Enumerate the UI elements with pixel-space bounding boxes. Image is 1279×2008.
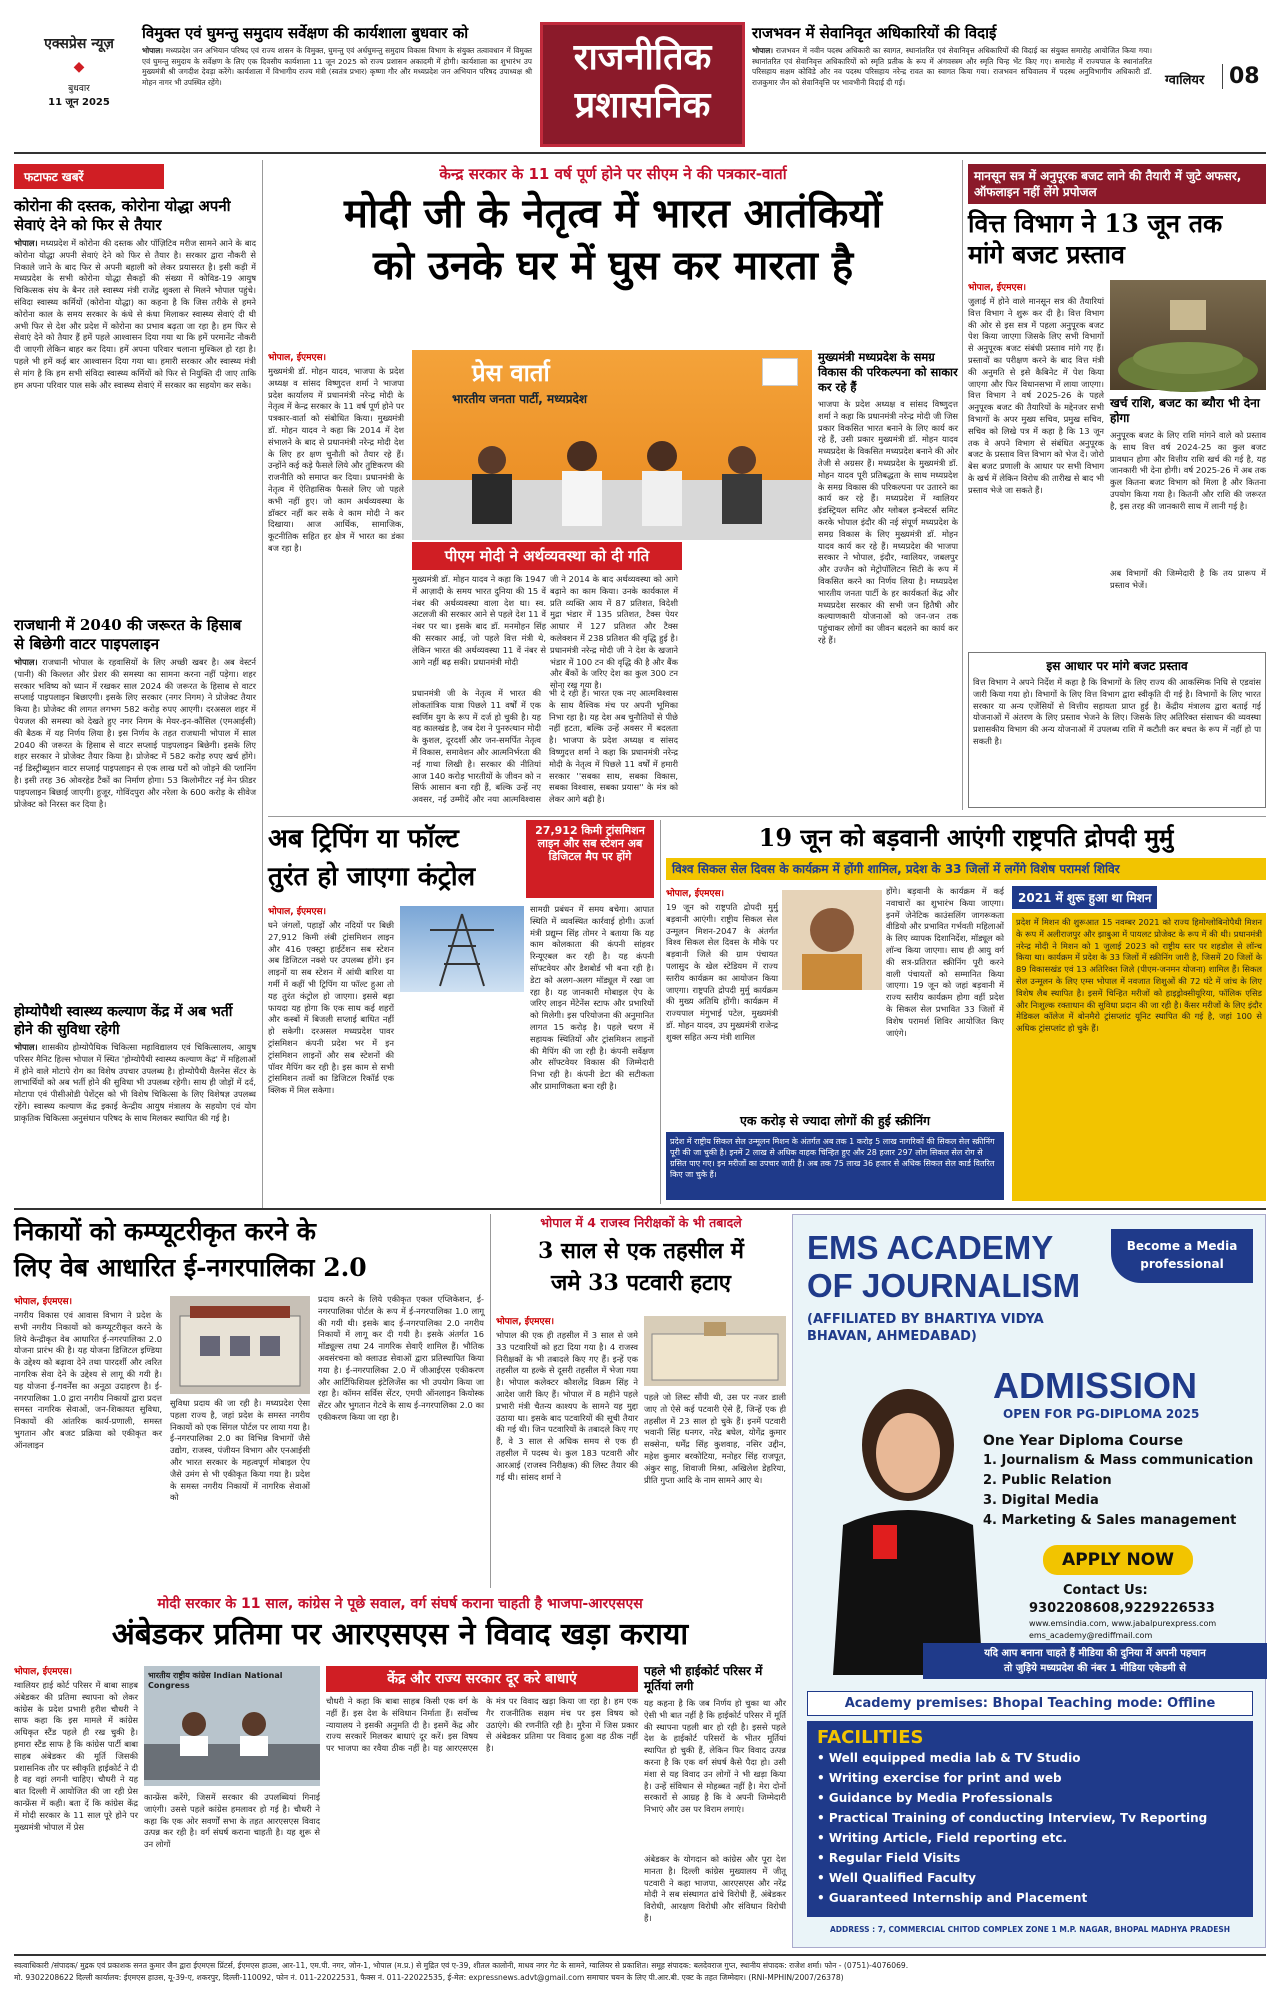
murmu-photo — [782, 890, 882, 990]
fatafat-story1-body: मध्यप्रदेश में कोरोना की दस्तक और पॉज़िटिव मरीज सामने आने के बाद कोरोना योद्धा अपनी सेवाएं देने को फिर से तैयार है। सरकार द्वारा नौकरी से निकाले जाने के बाद फिर से अपनी बहाली को लेकर प्रयासरत है। इसी कड़ी में मध्यप्रदेश के सभी कोरोना योद्धा सैकड़ों की संख्या में कोविड-19 आयुष चिकित्सक संघ के बैनर तले स्वास्थ्य मंत्री राजेंद्र शुक्ला से मिलने भोपाल पहुंचे। संविदा स्वास्थ्य कर्मियों (कोरोना योद्धा) का कहना है कि जिस तरीके से हमने कोरोना काल के समय सरकार के कंधे से कंधा मिलाकर स्वास्थ्य सेवाएं दी थी अभी फिर से देश और प्रदेश में कोरोना का प्रभाव बढ़ता जा रहा है। हम फिर से सेवाएं देने को तैयार हैं हमें पहले आश्वासन दिया गया था कि हमें परमानेंट नौकरी दी जाएगी लेकिन बाहर कर दिया। हमें अपना परिवार चलाना मुश्किल हो रहा है। पहले भी हमें कई बार आश्वासन दिया गया था। हमारी सरकार और स्वास्थ्य मंत्री से मांग है कि हम सभी संविदा स्वास्थ्य कर्मियों को फिर से नियुक्ति दी जाए ताकि हम अपना परिवार पाल सके और स्वास्थ्य सेवाएं में सरकार का सहयोग कर सके। — [14, 238, 257, 390]
modi-subhead: पीएम मोदी ने अर्थव्यवस्था को दी गति — [412, 542, 682, 570]
masthead — [0, 0, 1279, 150]
tehsil-kicker: भोपाल में 4 राजस्व निरीक्षकों के भी तबादले — [540, 1215, 742, 1230]
people-illustration-icon — [412, 420, 812, 540]
ad-title-line2: OF JOURNALISM — [807, 1267, 1081, 1304]
budget-body: जुलाई में होने वाले मानसून सत्र की तैयारियां वित्त विभाग ने शुरू कर दी है। वित्त विभाग की ओर से इस सत्र में पहला अनुपूरक बजट पेश किया जाएगा जिसके लिए सभी विभागों से अनुपूरक बजट संबंधी प्रस्ताव मांगे गए हैं। प्रस्तावों का परीक्षण करने के बाद वित्त मंत्री की अनुमति से इसे कैबिनेट में पेश किया जाएगा और फिर विधानसभा में लाया जाएगा। वित्त विभाग ने वर्ष 2025-26 के पहले अनुपूरक बजट की तैयारियों के मद्देनजर सभी विभागों के अपर मुख्य सचिव, प्रमुख सचिव, सचिव को लिखे पत्र में कहा है कि 13 जून तक वे अपने विभाग से संबंधित अनुपूरक बजट के प्रस्ताव वित्त विभाग को भेज दें। जोरो बेस बजट प्रणाली के आधार पर सभी विभाग के खर्च में लेकिन विरोध की तारीख से बाद भी प्रस्ताव भेजे जा सकते हैं। — [968, 296, 1104, 495]
presenter-illustration-icon — [813, 1375, 1003, 1675]
column-divider — [490, 1214, 491, 1588]
dateline: भोपाल, ईएमएस। — [268, 353, 327, 363]
nikay-col2-body: सुविधा प्रदाय की जा रही है। मध्यप्रदेश ऐसा पहला राज्य है, जहां प्रदेश के समस्त नगरीय निकायों को एक सिंगल पोर्टल पर लाया गया है। ई-नगरपालिका 2.0 का विभिन्न विभागों जैसे उद्योग, राजस्व, पंजीयन विभाग और एनआईसी और भारत सरकार के महत्वपूर्ण मोबाइल ऐप जैसे उमंग से भी एकीकृत किया गया है। प्रदेश के समस्त नगरीय निकायों में नागरिक सेवाओं को — [170, 1398, 310, 1503]
dateline: भोपाल, ईएमएस। — [14, 1667, 73, 1677]
transmission-tower-icon — [400, 906, 524, 992]
tripping-col1-body: घने जंगलों, पहाड़ों और नदियों पर बिछी 27,912 किमी लंबी ट्रांसमिशन लाइन और 416 एक्स्ट्रा हाईटेंशन सब स्टेशन अब डिजिटल नक्शे पर उपलब्ध होंगे। इन लाइनों या सब स्टेशन में आंधी बारिश या गर्मी में कहीं भी ट्रिपिंग या फॉल्ट हुआ तो यह तुरंत कंट्रोल हो जाएगा। इससे बड़ा फायदा यह होगा कि एक साथ कई शहरों और कस्बों में बिजली सप्लाई बाधित नहीं हो सकेगी। दरअसल मध्यप्रदेश पावर ट्रांसमिशन कंपनी प्रदेश भर में इन ट्रांसमिशन लाइनों और सब स्टेशनों की पॉवर मैपिंग कर रही है। इस काम से सभी ट्रांसमिशन तत्वों का डिजिटल रिकॉर्ड एक क्लिक में मिल सकेगा। — [268, 920, 394, 1096]
masthead-rule — [14, 152, 1266, 154]
ad-course4: 4. Marketing & Sales management — [983, 1513, 1237, 1528]
ad-badge: Become a Media professional — [1111, 1229, 1253, 1283]
tehsil-col1-body: भोपाल की एक ही तहसील में 3 साल से जमे 33 पटवारियों को हटा दिया गया है। 4 राजस्व निरीक्षकों के भी तबादले किए गए हैं। इन्हें एक तहसील या हल्के से दूसरी तहसील में भेजा गया है। भोपाल कलेक्टर कौशलेंद्र विक्रम सिंह ने आदेश जारी किए हैं। भोपाल में 8 महीने पहले प्रभारी मंत्री चैतन्य काश्यप के सामने यह मुद्दा उठाया था। इसके बाद पटवारियों की सूची तैयार की गई थी। जिन पटवारियों के तबादले किए गए हैं, वे 3 साल से अधिक समय से एक ही तहसील में पदस्थ थे। कुल 183 पटवारी और आरआई (राजस्व निरीक्षक) की लिस्ट तैयार की गई थी। सांसद शर्मा ने — [496, 1330, 638, 1482]
section-line2: प्रशासनिक — [574, 84, 711, 126]
facility-item: • Writing Article, Field reporting etc. — [817, 1831, 1068, 1845]
column-divider — [262, 160, 263, 1210]
page-number: 08 — [1222, 64, 1260, 89]
tehsil-headline-line2: जमे 33 पटवारी हटाए — [551, 1270, 731, 1296]
murmu-col2-body: होंगे। बड़वानी के कार्यक्रम में कई नवाचारों का शुभारंभ किया जाएगा। इनमें जेनेटिक काउंसलिंग जागरूकता वीडियो और प्रभावित गर्भवती महिलाओं के लिए व्यापक दिशानिर्देश, मॉड्यूल को लॉन्च किया जाएगा। साथ ही आयु वर्ग की सत्र-प्रतिरात स्क्रीनिंग पूरी करने वाली पंचायतों को सम्मानित किया जाएगा। 19 जून को जहां बड़वानी में राज्य स्तरीय कार्यक्रम होगा वहीं प्रदेश के सिकल सेल प्रभावित 33 जिलों में विशेष परामर्श शिविर आयोजित किए जाएंगे। — [886, 886, 1004, 1038]
facility-item: • Regular Field Visits — [817, 1851, 961, 1865]
ambedkar-col2-body: कान्फ्रेंस करेंगे, जिसमें सरकार की उपलब्धियां गिनाई जाएंगी। उससे पहले कांग्रेस हमलावर हो गई है। चौधरी ने कहा कि एक ओर सवर्णों सभा के तहत आरएसएस विवाद उत्पन्न कर रही है। वर्ग संघर्ष कराना चाहती है। यह शुरू से उन लोगों — [144, 1792, 320, 1850]
press-photo — [412, 350, 812, 540]
dateline: भोपाल, ईएमएस। — [268, 907, 327, 917]
ad-course2: 2. Public Relation — [983, 1473, 1112, 1488]
tripping-headline-line1: अब ट्रिपिंग या फॉल्ट — [268, 824, 459, 854]
ambedkar-col1-body: ग्वालियर हाई कोर्ट परिसर में बाबा साहब अंबेडकर की प्रतिमा स्थापना को लेकर कांग्रेस के प्रदेश प्रभारी हरीश चौधरी ने साफ कहा कि इस मामले में कांग्रेस अधिकृत स्टैंड पहले ही रख चुकी है। हमारा स्टैंड साफ है कि कांग्रेस पार्टी बाबा साहब अंबेडकर की मूर्ति जिसकी प्रशासनिक तौर पर स्वीकृति हाईकोर्ट ने दी है वह वहां लगनी चाहिए। चौधरी ने यह बात दिल्ली में आयोजित की जा रही प्रेस कान्फ्रेंस में कही। बता दें कि कांग्रेस केंद्र में मोदी सरकार के 11 साल पूरे होने पर मुख्यमंत्री भोपाल में प्रेस — [14, 1680, 138, 1832]
top-right-story — [752, 24, 1152, 134]
row-rule — [268, 816, 1266, 817]
ad-phone: 9302208608,9229226533 — [1029, 1601, 1215, 1616]
fatafat-column — [14, 164, 256, 1202]
modi-col3a: मुख्यमंत्री डॉ. मोहन यादव ने कहा कि 1947 में आज़ादी के समय भारत दुनिया की 15 वें नंबर की अर्थव्यवस्था वाला देश था। स्व. अटलजी की सरकार आने से पहले देश 11 वें नंबर पर था। इसके बाद डॉ. मनमोहन सिंह की सरकार आई, जो पहले वित्त मंत्री थे, लेकिन भारत की अर्थव्यवस्था 11 वें नंबर से आगे नहीं बढ़ सकी। प्रधानमंत्री मोदी — [412, 574, 546, 667]
ambedkar-headline: अंबेडकर प्रतिमा पर आरएसएस ने विवाद खड़ा कराया — [111, 1617, 689, 1652]
ad-hindi-banner — [923, 1643, 1267, 1679]
ad-web2: ems_academy@rediffmail.com — [1029, 1631, 1153, 1640]
nikay-headline-line2: लिए वेब आधारित ई-नगरपालिका 2.0 — [14, 1253, 367, 1282]
apply-now-button[interactable]: APPLY NOW — [1043, 1545, 1193, 1575]
footer-rule — [14, 1954, 1266, 1956]
top-left-body: मध्यप्रदेश जन अभियान परिषद एवं राज्य शासन के विमुक्त, घुमन्तु एवं अर्धघुमन्तु समुदाय विकास विभाग के संयुक्त तत्वावधान में विमुक्त एवं घुमन्तु समुदाय के सर्वेक्षण के लिए एक दिवसीय कार्यशाला 11 जून 2025 को राज्य प्रशासन अकादमी में होगी। कार्यशाला का शुभारंभ उप मुख्यमंत्री श्री जगदीश देवड़ा करेंगे। कार्यशाला में विभागीय राज्य मंत्री (स्वतंत्र प्रभार) कृष्णा गौर और मध्यप्रदेश जन अभियान परिषद उपाध्यक्ष श्री मोहन नागर भी उपस्थित रहेंगे। — [142, 46, 533, 87]
office-building-icon — [644, 1316, 786, 1386]
ad-hindi-line1: यदि आप बनाना चाहते हैं मीडिया की दुनिया में अपनी पहचान — [984, 1648, 1206, 1659]
dateline: भोपाल। — [14, 1042, 38, 1052]
ambedkar-col4-body: अंबेडकर के योगदान को कांग्रेस और पूरा देश मानता है। दिल्ली कांग्रेस मुख्यालय में जीतू पटवारी ने कहा भाजपा, आरएसएस और नरेंद्र मोदी ने सब संस्थागत ढांचे विरोधी हैं, अंबेडकर विरोधी, आरक्षण विरोधी और संविधान विरोधी हैं। — [644, 1854, 786, 1923]
budget-tail: अब विभागों की जिम्मेदारी है कि तय प्रारूप में प्रस्ताव भेजें। — [1110, 568, 1266, 590]
fatafat-story1-headline: कोरोना की दस्तक, कोरोना योद्धा अपनी सेवाएं देने को फिर से तैयार — [14, 197, 231, 234]
dateline: भोपाल। — [142, 46, 164, 55]
tripping-col2-body: सामग्री प्रबंधन में समय बचेगा। आपात स्थिति में व्यवस्थित कार्रवाई होगी। ऊर्जा मंत्री प्रद्युम्न सिंह तोमर ने बताया कि यह काम कोलकाता की कंपनी सांहवर रिन्यूएबल कर रही है। यह कंपनी सॉफ्टवेयर और डैशबोर्ड भी बना रही है। डेटा को अलग-अलग मॉड्यूल में रखा जा रहा है। यह जानकारी मोबाइल ऐप के जरिए लाइन मेंटेनेंस स्टाफ और प्रभारियों को मिलेगी। इस परियोजना की अनुमानित लागत 15 करोड़ है। पहले चरण में सहायक स्थितियों और ट्रांसमिशन लाइनों की मैपिंग की जा रही है। कंपनी सर्वेक्षण और सॉफ्टवेयर विकास की जिम्मेदारी निभा रही है। कंपनी डेटा की सटीकता और प्रामाणिकता बना रही है। — [530, 904, 654, 1091]
ambedkar-red-head: केंद्र और राज्य सरकार दूर करे बाधाएं — [326, 1666, 638, 1692]
tripping-headline-line2: तुरंत हो जाएगा कंट्रोल — [268, 862, 476, 892]
ad-course-head: One Year Diploma Course — [983, 1433, 1184, 1449]
building-icon — [170, 1296, 310, 1394]
paper-box — [20, 24, 138, 144]
ad-open: OPEN FOR PG-DIPLOMA 2025 — [1003, 1407, 1200, 1421]
dateline: भोपाल। — [752, 46, 774, 55]
portrait-icon — [782, 890, 882, 990]
facility-item: • Guidance by Media Professionals — [817, 1791, 1053, 1805]
ad-admission: ADMISSION — [993, 1365, 1198, 1406]
tower-photo — [400, 906, 524, 992]
top-left-story — [142, 24, 532, 134]
row-rule — [14, 1208, 1266, 1210]
assembly-photo — [1110, 280, 1266, 390]
nikay-photo — [170, 1296, 310, 1394]
cm-box-body: भाजपा के प्रदेश अध्यक्ष व सांसद विष्णुदत्त शर्मा ने कहा कि प्रधानमंत्री नरेन्द्र मोदी जी जिस प्रकार विकसित भारत बनाने के लिए कार्य कर रहे हैं, उसी प्रकार मुख्यमंत्री डॉ. मोहन यादव मध्यप्रदेश के विकसित मध्यप्रदेश बनाने की ओर तेजी से अग्रसर हैं। मध्यप्रदेश के मुख्यमंत्री डॉ. मोहन यादव पूरी प्रतिबद्धता के साथ मध्यप्रदेश के समग्र विकास की परिकल्पना पर उतारने का कार्य कर रहे हैं। मध्यप्रदेश में ग्वालियर इंडस्ट्रियल समिट और ग्लोबल इन्वेस्टर्स समिट करके भोपाल इंदौर की नई संपूर्ण मध्यप्रदेश के समग्र विकास के लिए मुख्यमंत्री डॉ. मोहन यादव कार्य कर रहे हैं। मध्यप्रदेश की भाजपा सरकार ने भोपाल, इंदौर, ग्वालियर, जबलपुर और उज्जैन को मेट्रोपॉलिटन सिटी के रूप में विकसित करने का निर्णय लिया है। मध्यप्रदेश भारतीय जनता पार्टी के हर कार्यकर्ता केंद्र और मध्यप्रदेश सरकार की सभी जन हितैषी और कल्याणकारी योजनाओं को जन-जन तक पहुंचाकर लोगों का जीवन बदलने का कार्य कर रहे हैं। — [818, 399, 958, 645]
facility-item: • Writing exercise for print and web — [817, 1771, 1062, 1785]
ad-course1: 1. Journalism & Mass communication — [983, 1453, 1254, 1468]
murmu-subhead: विश्व सिकल सेल दिवस के कार्यक्रम में होंगी शामिल, प्रदेश के 33 जिलों में लगेंगे विशेष परामर्श शिविर — [666, 858, 1266, 880]
ambedkar-side-body: यह कहना है कि जब निर्णय हो चुका था और ऐसी भी बात नहीं है कि हाईकोर्ट परिसर में मूर्ति की स्थापना पहली बार हो रही है। इससे पहले देश के हाईकोर्ट परिसरों के भीतर मूर्तियां स्थापित हो चुकी हैं, लेकिन फिर विवाद उत्पन्न करना है कि एक वर्ग संघर्ष कैसे पैदा हो। उसी मंशा से यह विवाद उन लोगों ने भी खड़ा किया है। उन्हें संविधान से मोहब्बत नहीं है। मेरा दोनों सरकारों से आग्रह है कि वे अपनी जिम्मेदारी निभाएं और उस पर विराम लगाएं। — [644, 1698, 786, 1815]
budget-side-body: अनुपूरक बजट के लिए राशि मांगने वाले को प्रस्ताव के साथ वित्त वर्ष 2024-25 का कुल बजट प्रावधान होगा और वित्तीय राशि खर्च की गई है, यह जानकारी भी देना होगी। वर्ष 2025-26 में अब तक कुल कितना बजट विभाग को मिला है और कितना उपयोग किया गया है। कितनी और राशि की जरूरत है, इस तरह की जानकारी साथ में लानी गई है। — [1110, 430, 1266, 511]
modi-col2-body: प्रधानमंत्री जी के नेतृत्व में भारत की लोकतांत्रिक यात्रा पिछले 11 वर्षों में एक स्वर्णिम युग के रूप में दर्ज हो चुकी है। यह वह कालखंड है, जब देश ने पुनरुत्थान मोदी के कुशल, दूरदर्शी और जन-समर्पित नेतृत्व में विकास, समावेशन और आत्मनिर्भरता की नई गाथा लिखी है। सरकार की नीतियां आज 140 करोड़ भारतीयों के जीवन को न सिर्फ आसान बना रही हैं, बल्कि उन्हें नए अवसर, नई उम्मीदें और नया आत्मविश्वास भी दे रही हैं। भारत एक नए आत्मविश्वास के साथ वैश्विक मंच पर अपनी भूमिका निभा रहा है। यह देश अब चुनौतियों से पीछे नहीं हटता, बल्कि उन्हें अवसर में बदलता है। भाजपा के प्रदेश अध्यक्ष व सांसद विष्णुदत्त शर्मा ने कहा कि प्रधानमंत्री नरेन्द्र मोदी के नेतृत्व में पिछले 11 वर्षों में हमारी सरकार ''सबका साथ, सबका विकास, सबका विश्वास, सबका प्रयास'' के मंत्र को लेकर आगे बढ़ी है। — [412, 688, 678, 805]
modi-story — [268, 160, 958, 810]
modi-col1-body: मुख्यमंत्री डॉ. मोहन यादव, भाजपा के प्रदेश अध्यक्ष व सांसद विष्णुदत्त शर्मा ने भाजपा प्रदेश कार्यालय में प्रधानमंत्री नरेन्द्र मोदी के नेतृत्व में केन्द्र सरकार के 11 वर्ष पूर्ण होने पर पत्रकार-वार्ता को संबोधित किया। मुख्यमंत्री डॉ. मोहन यादव ने कहा कि 2014 में देश संभालने के बाद से प्रधानमंत्री नरेन्द्र मोदी देश के लिए हर क्षण चुनौती को तैयार रहे हैं। उन्होंने कई कड़े फैसले लिये और तुष्टिकरण की राजनीति को समाप्त कर दिया। प्रधानमंत्री के नेतृत्व में ऐतिहासिक फैसले लिए जो पहले कभी नहीं हुए। जो काम अर्थव्यवस्था के डॉक्टर नहीं कर सके वे काम मोदी ने कर दिखाया। आज आर्थिक, सामाजिक, कूटनीतिक सहित हर क्षेत्र में भारत का डंका बज रहा है। — [268, 366, 405, 553]
facility-item: • Guaranteed Internship and Placement — [817, 1891, 1088, 1905]
tehsil-headline-line1: 3 साल से एक तहसील में — [538, 1238, 744, 1264]
modi-col1 — [268, 350, 404, 805]
facility-item: • Well Qualified Faculty — [817, 1871, 976, 1885]
modi-headline-line2: को उनके घर में घुस कर मारता है — [372, 242, 854, 289]
top-right-body: राजभवन में नवीन पदस्थ अधिकारी का स्वागत, स्थानांतरित एवं सेवानिवृत्त अधिकारियों की विदाई का संयुक्त समारोह आयोजित किया गया। स्थानांतरित एवं सेवानिवृत्त अधिकारियों को स्मृति प्रतीक के रूप में अंगवस्त्रम और स्मृति चिन्ह भेंट किए गए। समारोह में राज्यपाल के स्थानांतरित परिसहाय सक्षम कोविडे और नव पदस्थ परिसहाय नरेन्द्र रावत का स्वागत किया गया। राजभवन सचिवालय में पदस्थ अनुविभागीय अधिकारी डॉ. राजकुमार जैन को सेवानिवृत्ति पर भावभीनी विदाई दी गई। — [752, 46, 1153, 87]
modi-headline-line1: मोदी जी के नेतृत्व में भारत आतंकियों — [344, 190, 882, 237]
dateline: भोपाल, ईएमएस। — [496, 1317, 555, 1327]
press-conference-icon — [144, 1694, 320, 1780]
section-line1: राजनीतिक — [573, 36, 712, 78]
facility-item: • Practical Training of conducting Interview, Tv Reporting — [817, 1811, 1208, 1825]
press-banner-sub: भारतीय जनता पार्टी, मध्यप्रदेश — [452, 392, 588, 406]
dateline: भोपाल, ईएमएस। — [14, 1297, 73, 1307]
imprint-line2: मो. 9302208622 दिल्ली कार्यालय: ईएमएस हाउस, यू-39-ए, शकरपुर, दिल्ली-110092, फोन नं. 011-22022531, फैक्स नं. 011-22022535, ई-मेल: expressnews.advt@gmail.com समाचार चयन के लिए पी.आर.बी. एक्ट के तहत जिम्मेदार। (RNI-MPHIN/2007/26378) — [14, 1973, 844, 1982]
congress-photo — [144, 1666, 320, 1786]
modi-kicker: केन्द्र सरकार के 11 वर्ष पूर्ण होने पर सीएम ने की पत्रकार-वार्ता — [439, 165, 787, 183]
murmu-headline: 19 जून को बड़वानी आएंगी राष्ट्रपति द्रोपदी मुर्मु — [758, 823, 1174, 852]
ambedkar-col3-body: चौधरी ने कहा कि बाबा साहब किसी एक वर्ग के नहीं हैं। इस देश के संविधान निर्माता हैं। सर्वोच्च न्यायालय ने इसकी अनुमति दी है। इसमें केंद्र और राज्य सरकारें मिलकर बाधाएं दूर करें। इस विषय पर भाजपा का रवैया ठीक नहीं है। यह आरएसएस के मंत्र पर विवाद खड़ा किया जा रहा है। हम एक गैर राजनीतिक सक्षम मंच पर इस विषय को उठाएंगे। की रणनीति रही है। मुरैना में जिस प्रकार से अंबेडकर प्रतिमा पर विवाद हुआ वह ठीक नहीं है। — [326, 1696, 638, 1754]
dateline: भोपाल। — [14, 238, 38, 248]
nikay-headline-line1: निकायों को कम्प्यूटरीकृत करने के — [14, 1217, 316, 1246]
tehsil-col2-body: पहले जो लिस्ट सौंपी थी, उस पर नजर डाली जाए तो ऐसे कई पटवारी ऐसे हैं, जिन्हें एक ही तहसील में 23 साल हो चुके हैं। इनमें पटवारी भवानी सिंह धनगर, नरेंद्र बघेल, योगेंद्र कुमार सक्सेना, धर्मेंद्र सिंह कुशवाह, नसिर उद्दीन, महेश कुमार बरकोटिया, मनोहर सिंह राजपूत, अंकुर साहू, शिवाजी मिश्रा, अखिलेश डेहरिया, प्रीति गुप्ता आदि के नाम सामने आए थे। — [644, 1392, 786, 1485]
budget-side-headline: खर्च राशि, बजट का ब्यौरा भी देना होगा — [1110, 396, 1260, 425]
screening-box — [666, 1112, 1004, 1202]
nikay-col3-body: प्रदाय करने के लिये एकीकृत एकल एप्लिकेशन, ई-नगरपालिका पोर्टल के रूप में ई-नगरपालिका 1.0 लागू की गयी थी। इसके बाद ई-नगरपालिका 2.0 नगरीय निकायों में लागू कर दी गयी है। इसके अंतर्गत 16 मॉड्यूल्स तथा 24 नागरिक सेवाएँ शामिल हैं। भौतिक अवसंरचना को क्लाउड सेवाओं द्वारा प्रतिस्थापित किया गया है। ई-नगरपालिका 2.0 में जीआईएस एकीकरण और आर्टिफिशियल इंटेलिजेंस का भी उपयोग किया जा रहा है। कॉमन सर्विस सेंटर, एमपी ऑनलाइन कियोस्क सेंटर और भुगतान गेटवे के साथ ई-नगरपालिका 2.0 का एकीकरण किया जा रहा है। — [318, 1294, 484, 1422]
ad-web1: www.emsindia.com, www.jabalpurexpress.com — [1029, 1619, 1217, 1628]
presenter-figure — [813, 1375, 1003, 1675]
dateline: भोपाल। — [14, 657, 38, 667]
nikay-col1-body: नगरीय विकास एवं आवास विभाग ने प्रदेश के सभी नगरीय निकायों को कम्प्यूटरीकृत करने के लिये केन्द्रीकृत वेब आधारित ई-नगरपालिका 2.0 योजना प्रारंभ की है। यह योजना डिजिटल इण्डिया के उद्देश्य को बढ़ावा देने तथा पारदर्शी और त्वरित नागरिक सेवा देने के उद्देश्य से लागू की गयी है। यह योजना ई-गवर्नेंस का अनूठा उदाहरण है। ई-नगरपालिका 1.0 द्वारा नगरीय निकायों द्वारा प्रदत्त समस्त नागरिक सेवाओं, जन-शिकायत सुविधा, निकायों की आंतरिक कार्य-प्रणाली, समस्त भुगतान और बजट प्रक्रिया को एकीकृत कर ऑनलाइन — [14, 1310, 162, 1450]
ad-facilities-list — [817, 1748, 1243, 1908]
modi-col3b: जी ने 2014 के बाद अर्थव्यवस्था को आगे बढ़ाने का काम किया। उनके कार्यकाल में प्रति व्यक्ति आय में 87 प्रतिशत, विदेशी मुद्रा भंडार में 135 प्रतिशत, टैक्स पेयर आधार में 127 प्रतिशत और टैक्स कलेक्शन में 238 प्रतिशत की वृद्धि हुई है। प्रधानमंत्री नरेन्द्र मोदी जी ने देश के खजाने भंडार में 100 टन की वृद्धि की है और बैंक और बैंकों के जरिए देश का कुल 300 टन सोना रख गया है। — [550, 574, 678, 691]
tripping-red-box: 27,912 किमी ट्रांसमिशन लाइन और सब स्टेशन अब डिजिटल मैप पर होंगे — [526, 820, 654, 898]
ambedkar-side-headline: पहले भी हाईकोर्ट परिसर में मूर्तियां लगी — [644, 1664, 763, 1693]
assembly-hall-icon — [1110, 280, 1266, 390]
fatafat-story2-body: राजधानी भोपाल के रहवासियों के लिए अच्छी खबर है। अब वेस्टर्न (पानी) की किल्लत और प्रेशर की समस्या का सामना करना नहीं पड़ेगा। शहर सरकार भविष्य को ध्यान में रखकर साल 2024 की जरूरत के हिसाब से वाटर सप्लाई पाइपलाइन बिछाएगी। इसके लिए सरकार (नगर निगम) ने प्रोजेक्ट तैयार किया है। प्रोजेक्ट की लागत लगभग 582 करोड़ रुपए आएगी। दरअसल शहर में पेयजल की समस्या को देखते हुए नगर निगम के मेयर-इन-कौंसिल (एमआईसी) की बैठक में यह निर्णय लिया है। इस निर्णय के तहत राजधानी भोपाल में साल 2040 की जरूरत के हिसाब से वाटर सप्लाई पाइपलाइन बिछेगी। इसके लिए शहर सरकार ने प्रोजेक्ट तैयार किया है। प्रोजेक्ट में 582 करोड़ रुपए खर्च होंगे। नई डिस्ट्रीब्यूशन वाटर सप्लाई पाइपलाइन से एक लाख घरों को जोड़ने की प्लानिंग है। इसी तरह 36 ओवरहेड टैंकों का निर्माण होगा। 53 किलोमीटर नई मेन फ़ीडर पाइपलाइन बिछाई जाएगी। हुजूर, गोविंदपुरा और नरेला के 600 करोड़ के सीवेज प्रोजेक्ट को निरस्त कर दिया है। — [14, 657, 256, 809]
screening-box-body: प्रदेश में राष्ट्रीय सिकल सेल उन्मूलन मिशन के अंतर्गत अब तक 1 करोड़ 5 लाख नागरिकों की सिकल सेल स्क्रीनिंग पूरी की जा चुकी है। इनमें 2 लाख से अधिक वाहक चिन्हित हुए और 28 हजार 297 लोग सिकल सेल रोग से ग्रसित पाए गए। इन मरीजों का उपचार जारी है। अब तक 75 लाख 36 हजार से अधिक सिकल सेल कार्ड वितरित किए जा चुके हैं। — [666, 1132, 1004, 1200]
bjp-logo-icon — [762, 358, 798, 386]
section-banner — [540, 22, 745, 147]
ems-academy-ad — [792, 1214, 1266, 1948]
murmu-story — [666, 820, 1266, 1204]
paper-name: एक्सप्रेस न्यूज़ — [44, 36, 114, 52]
ad-affiliation: (AFFILIATED BY BHARTIYA VIDYA BHAVAN, AHMEDABAD) — [807, 1312, 1044, 1344]
cm-box-headline: मुख्यमंत्री मध्यप्रदेश के समग्र विकास की परिकल्पना को साकार कर रहे हैं — [818, 350, 958, 394]
ad-course3: 3. Digital Media — [983, 1493, 1099, 1508]
tehsil-story — [496, 1214, 786, 1588]
dateline: भोपाल, ईएमएस। — [968, 283, 1027, 293]
ad-facilities-box — [807, 1721, 1253, 1917]
fatafat-label: फटाफट खबरें — [14, 164, 164, 189]
fatafat-story3-body: शासकीय होम्योपैथिक चिकित्सा महाविद्यालय एवं चिकित्सालय, आयुष परिसर मैनिट हिल्स भोपाल में स्थित 'होम्योपैथी स्वास्थ्य कल्याण केंद्र' में महिलाओं में होने वाले मोटापे रोग का विशेष उपचार उपलब्ध है। होम्योपैथी वैलनेस सेंटर के लाभार्थियों को अब भर्ती होने की सुविधा भी उपलब्ध रहेगी। साथ ही जोड़ों में दर्द, मोटापा एवं पीसीओडी पेशेंट्स को भी विशेष चिकित्सा के लिए विशेषज्ञ उपलब्ध रहेंगे। स्वास्थ्य कल्याण केंद्र इकाई केन्द्रीय आयुष मंत्रालय के सहयोग एवं योग प्राकृतिक चिकित्सा अनुसंधान परिषद के साथ मिलकर स्थापित की गई है। — [14, 1042, 256, 1123]
congress-photo-text: भारतीय राष्ट्रीय कांग्रेस Indian National Congress — [148, 1671, 283, 1690]
budget-box — [968, 652, 1266, 808]
city-label: ग्वालियर — [1165, 73, 1205, 88]
press-banner-text: प्रेस वार्ता — [472, 359, 550, 387]
ad-address: ADDRESS : 7, COMMERCIAL CHITOD COMPLEX ZONE 1 M.P. NAGAR, BHOPAL MADHYA PRADESH — [829, 1925, 1231, 1934]
budget-box-headline: इस आधार पर मांगे बजट प्रस्ताव — [1046, 659, 1188, 673]
budget-box-body: वित्त विभाग ने अपने निर्देश में कहा है कि विभागों के लिए राज्य की आकस्मिक निधि से एडवांस जारी किया गया हो। विभागों के लिए वित्त विभाग द्वारा स्वीकृति दी गई है। विभागों के लिए भारत सरकार या अन्य एजेंसियों से वित्तीय सहायता प्राप्त हुई है। केंद्रीय मंत्रालय द्वारा बताई गई योजनाओं में अंतरण के लिए प्रस्ताव भेजने के लिए। जिसके लिए अतिरिक्त संसाधन की व्यवस्था प्रशासकीय विभाग की अन्य योजनाओं में उपलब्ध राशि में कटौती कर बचत के रूप में नहीं हो पा सकती है। — [973, 677, 1261, 746]
top-left-headline: विमुक्त एवं घुमन्तु समुदाय सर्वेक्षण की कार्यशाला बुधवार को — [142, 24, 469, 42]
screening-box-headline: एक करोड़ से ज्यादा लोगों की हुई स्क्रीनिंग — [739, 1113, 931, 1128]
budget-headline: वित्त विभाग ने 13 जून तक मांगे बजट प्रस्ताव — [968, 209, 1223, 269]
cm-box — [818, 350, 958, 805]
ambedkar-story — [14, 1594, 786, 1948]
budget-kicker: मानसून सत्र में अनुपूरक बजट लाने की तैयारी में जुटे अफसर, ऑफलाइन नहीं लेंगे प्रपोजल — [968, 164, 1266, 204]
issue-day: बुधवार — [68, 84, 90, 94]
mission-sidebar-body: प्रदेश में मिशन की शुरूआत 15 नवम्बर 2021 को राज्य हिमोग्लोबिनोपैथी मिशन के रूप में अलीराजपुर और झाबुआ में पायलट प्रोजेक्ट के रूप में की थी। प्रधानमंत्री नरेन्द्र मोदी ने मिशन को 1 जुलाई 2023 को राष्ट्रीय स्तर पर शहडोल से लॉन्च किया था। कार्यक्रम में प्रदेश के 33 जिलों में स्क्रीनिंग जारी है, जिसमें 20 जिलों के 89 विकासखंड एवं 13 अतिरिक्त जिले (पीएम-जनमन योजना) शामिल हैं। सिकल सेल उन्मूलन के लिए एम्स भोपाल में नवजात शिशुओं की 72 घंटे में जांच के लिए विशेष लैब स्थापित है। इसमें चिन्हित मरीजों को हाइड्रोक्सीयूरिया, फॉलिक एसिड और निःशुल्क रक्ताधान की सुविधा प्रदान की जा रही है। कैंसर मरीजों के लिए इंदौर मेडिकल कॉलेज में बोनमैरो ट्रांसप्लांट यूनिट स्थापित की गई है, जहां 100 से अधिक ट्रांसप्लांट हो चुके हैं। — [1012, 913, 1266, 1201]
budget-story — [968, 164, 1266, 810]
ad-facilities-head: FACILITIES — [817, 1727, 924, 1748]
facility-item: • Well equipped media lab & TV Studio — [817, 1751, 1081, 1765]
mission-sidebar — [1012, 886, 1266, 1202]
ad-contact-label: Contact Us: — [1063, 1583, 1148, 1598]
column-divider — [660, 820, 661, 1204]
mission-sidebar-headline: 2021 में शुरू हुआ था मिशन — [1012, 886, 1157, 909]
tripping-story — [268, 820, 654, 1204]
top-right-headline: राजभवन में सेवानिवृत अधिकारियों की विदाई — [752, 24, 997, 42]
imprint-line1: स्वत्वाधिकारी /संपादक/ मुद्रक एवं प्रकाशक सनत कुमार जैन द्वारा ईएमएस प्रिंटर्स, ईएमएस हाउस, आर-11, एम.पी. नगर, जोन-1, भोपाल (म.प्र.) से मुद्रित एवं ए-39, शीतल कालोनी, माधव नगर गेट के सामने, ग्वालियर से प्रकाशित। समूह संपादक: बलदेवराज गुप्त, स्थानीय संपादक: राजेश शर्मा। फोन - (0751)-4076069. — [14, 1961, 909, 1970]
nikay-story — [14, 1214, 484, 1588]
issue-date: 11 जून 2025 — [48, 97, 110, 108]
dateline: भोपाल, ईएमएस। — [666, 889, 725, 899]
diamond-icon: ◆ — [73, 59, 85, 75]
fatafat-story2-headline: राजधानी में 2040 की जरूरत के हिसाब से बिछेगी वाटर पाइपलाइन — [14, 616, 242, 653]
murmu-col1-body: 19 जून को राष्ट्रपति द्रोपदी मुर्मु बड़वानी आएंगी। राष्ट्रीय सिकल सेल उन्मूलन मिशन-2047 के अंतर्गत विश्व सिकल सेल दिवस के मौके पर बड़वानी जिले की ग्राम पंचायत पलासुद के खेल स्टेडियम में राज्य स्तरीय कार्यक्रम का आयोजन किया जाएगा। राष्ट्रपति द्रोपदी मुर्मु कार्यक्रम की मुख्य अतिथि होंगी। कार्यक्रम में राज्यपाल मंगुभाई पटेल, मुख्यमंत्री डॉ. मोहन यादव, उप मुख्यमंत्री राजेन्द्र शुक्ल सहित अन्य मंत्री शामिल — [666, 902, 778, 1042]
ambedkar-kicker: मोदी सरकार के 11 साल, कांग्रेस ने पूछे सवाल, वर्ग संघर्ष कराना चाहती है भाजपा-आरएसएस — [157, 1596, 643, 1612]
imprint — [14, 1960, 1266, 2000]
fatafat-story3-headline: होम्योपैथी स्वास्थ्य कल्याण केंद्र में अब भर्ती होने की सुविधा रहेगी — [14, 1004, 233, 1038]
column-divider — [962, 160, 963, 810]
people-silhouettes — [412, 420, 812, 540]
tehsil-photo — [644, 1316, 786, 1386]
ad-hindi-line2: तो जुड़िये मध्यप्रदेश की नंबर 1 मीडिया एकेडमी से — [1003, 1663, 1186, 1674]
ad-title-line1: EMS ACADEMY — [807, 1229, 1054, 1266]
ad-premises: Academy premises: Bhopal Teaching mode: Offline — [807, 1691, 1253, 1716]
